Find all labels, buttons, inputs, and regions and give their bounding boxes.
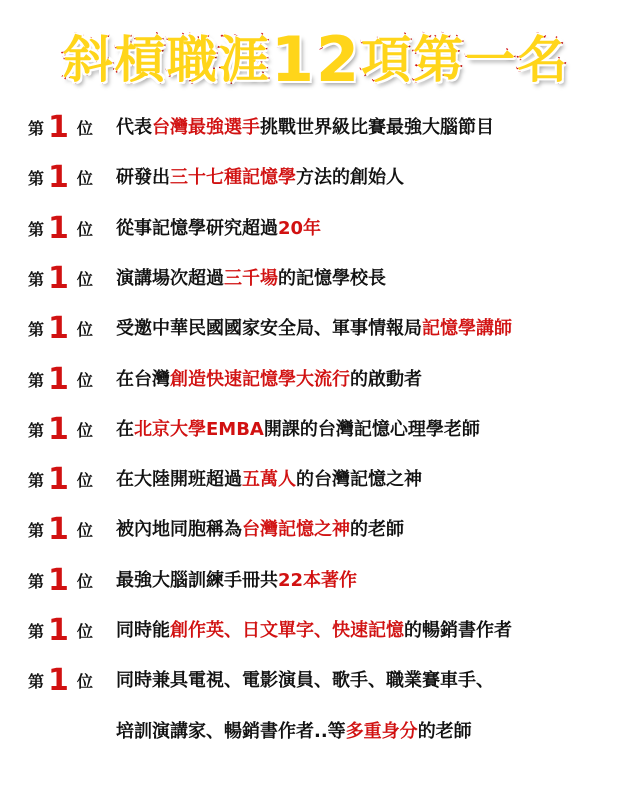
list-item bbox=[0, 460, 632, 500]
list-item bbox=[0, 611, 632, 651]
rank-number: 1 bbox=[48, 160, 69, 196]
rank-suffix: 位 bbox=[76, 622, 93, 641]
list-item bbox=[0, 259, 632, 299]
highlight-text: 三十七種記憶學 bbox=[170, 167, 296, 189]
page-title bbox=[0, 24, 632, 94]
description-text: 同時能 bbox=[116, 620, 170, 641]
rank-number: 1 bbox=[48, 462, 69, 498]
description-text: 的老師 bbox=[417, 720, 472, 742]
rank-suffix: 位 bbox=[76, 471, 93, 491]
description-text: 的啟動者 bbox=[350, 368, 422, 390]
item-description bbox=[116, 158, 404, 198]
list-item bbox=[0, 209, 632, 249]
description-text: 挑戰世界級比賽最強大腦節目 bbox=[260, 117, 494, 138]
rank-suffix: 位 bbox=[76, 269, 93, 289]
continuation-line bbox=[116, 712, 472, 752]
item-description bbox=[116, 360, 422, 400]
rank-label bbox=[28, 309, 93, 349]
rank-prefix: 第 bbox=[28, 622, 45, 641]
rank-number: 1 bbox=[48, 562, 69, 598]
rank-number: 1 bbox=[48, 311, 69, 347]
description-text: 的記憶學校長 bbox=[278, 267, 386, 289]
description-text: 同時兼具電視、電影演員、歌手、職業賽車手、 bbox=[116, 670, 494, 692]
description-text: 的老師 bbox=[350, 519, 404, 541]
title-digit-2: 2 bbox=[316, 22, 362, 96]
list-item bbox=[0, 360, 632, 400]
rank-prefix: 第 bbox=[28, 370, 45, 390]
rank-label bbox=[28, 360, 93, 400]
rank-number: 1 bbox=[48, 361, 69, 397]
rank-prefix: 第 bbox=[28, 420, 45, 440]
description-text: 研發出 bbox=[116, 167, 170, 189]
description-text: 在大陸開班超過 bbox=[116, 469, 242, 491]
description-text: 在台灣 bbox=[116, 368, 170, 390]
item-description bbox=[116, 510, 404, 550]
rank-prefix: 第 bbox=[28, 219, 45, 239]
list-item bbox=[0, 561, 632, 601]
rank-label bbox=[28, 158, 93, 198]
rank-suffix: 位 bbox=[76, 169, 93, 189]
description-text: 在 bbox=[116, 418, 134, 440]
rank-prefix: 第 bbox=[28, 471, 45, 491]
rank-suffix: 位 bbox=[76, 420, 93, 440]
description-text: 的暢銷書作者 bbox=[404, 620, 512, 641]
rank-label bbox=[28, 209, 93, 249]
item-description bbox=[116, 611, 512, 651]
highlight-text: 台灣最強選手 bbox=[152, 117, 260, 138]
rank-label bbox=[28, 259, 93, 299]
rank-prefix: 第 bbox=[28, 269, 45, 289]
description-text: 受邀中華民國國家安全局、軍事情報局 bbox=[116, 318, 422, 340]
rank-suffix: 位 bbox=[76, 219, 93, 239]
list-item bbox=[0, 309, 632, 349]
rank-number: 1 bbox=[48, 210, 69, 246]
rank-prefix: 第 bbox=[28, 571, 45, 591]
highlight-text: 20年 bbox=[278, 217, 322, 239]
item-description bbox=[116, 259, 386, 299]
rank-number: 1 bbox=[48, 512, 69, 548]
rank-label bbox=[28, 108, 93, 148]
rank-prefix: 第 bbox=[28, 119, 45, 138]
rank-label bbox=[28, 460, 93, 500]
rank-number: 1 bbox=[48, 663, 69, 699]
description-text: 最強大腦訓練手冊共 bbox=[116, 569, 278, 591]
highlight-text: 創作英、日文單字、快速記憶 bbox=[170, 620, 404, 641]
list-item bbox=[0, 661, 632, 701]
item-description bbox=[116, 209, 321, 249]
highlight-text: 創造快速記憶學大流行 bbox=[170, 368, 350, 390]
rank-number: 1 bbox=[48, 260, 69, 296]
rank-number: 1 bbox=[48, 613, 69, 648]
rank-label bbox=[28, 410, 93, 450]
list-item bbox=[0, 108, 632, 148]
item-description bbox=[116, 108, 494, 148]
rank-suffix: 位 bbox=[76, 320, 93, 340]
description-text: 演講場次超過 bbox=[116, 267, 224, 289]
rank-suffix: 位 bbox=[76, 370, 93, 390]
item-description bbox=[116, 661, 494, 701]
description-text: 從事記憶學研究超過 bbox=[116, 217, 278, 239]
description-text: 代表 bbox=[116, 117, 152, 138]
rank-suffix: 位 bbox=[76, 571, 93, 591]
description-text: 被內地同胞稱為 bbox=[116, 519, 242, 541]
highlight-text: 記憶學講師 bbox=[422, 318, 512, 340]
rank-prefix: 第 bbox=[28, 672, 45, 692]
rank-label bbox=[28, 510, 93, 550]
description-text: 方法的創始人 bbox=[296, 167, 404, 189]
list-item bbox=[0, 410, 632, 450]
highlight-text: 北京大學EMBA bbox=[134, 418, 264, 440]
highlight-text: 五萬人 bbox=[242, 469, 296, 491]
highlight-text: 三千場 bbox=[224, 267, 278, 289]
item-description bbox=[116, 561, 357, 601]
rank-suffix: 位 bbox=[76, 521, 93, 541]
list-item bbox=[0, 158, 632, 198]
rank-label bbox=[28, 661, 93, 701]
item-description bbox=[116, 410, 480, 450]
highlight-text: 台灣記憶之神 bbox=[242, 519, 350, 541]
rank-suffix: 位 bbox=[76, 119, 93, 138]
rank-prefix: 第 bbox=[28, 521, 45, 541]
rank-label bbox=[28, 611, 93, 651]
description-text: 培訓演講家、暢銷書作者..等 bbox=[116, 720, 346, 742]
rank-number: 1 bbox=[48, 110, 69, 145]
item-description bbox=[116, 309, 512, 349]
title-text-part1: 斜槓職涯 bbox=[62, 30, 271, 89]
rank-label bbox=[28, 561, 93, 601]
title-text-part2: 項第一名 bbox=[361, 30, 570, 89]
description-text: 開課的台灣記憶心理學老師 bbox=[263, 418, 480, 440]
item-description bbox=[116, 460, 422, 500]
highlight-text: 22本著作 bbox=[278, 569, 358, 591]
rank-suffix: 位 bbox=[76, 672, 93, 692]
rank-number: 1 bbox=[48, 411, 69, 447]
rank-prefix: 第 bbox=[28, 169, 45, 189]
rank-prefix: 第 bbox=[28, 320, 45, 340]
highlight-text: 多重身分 bbox=[345, 720, 418, 742]
list-item bbox=[0, 510, 632, 550]
description-text: 的台灣記憶之神 bbox=[296, 469, 422, 491]
title-digit-1: 1 bbox=[270, 22, 316, 96]
